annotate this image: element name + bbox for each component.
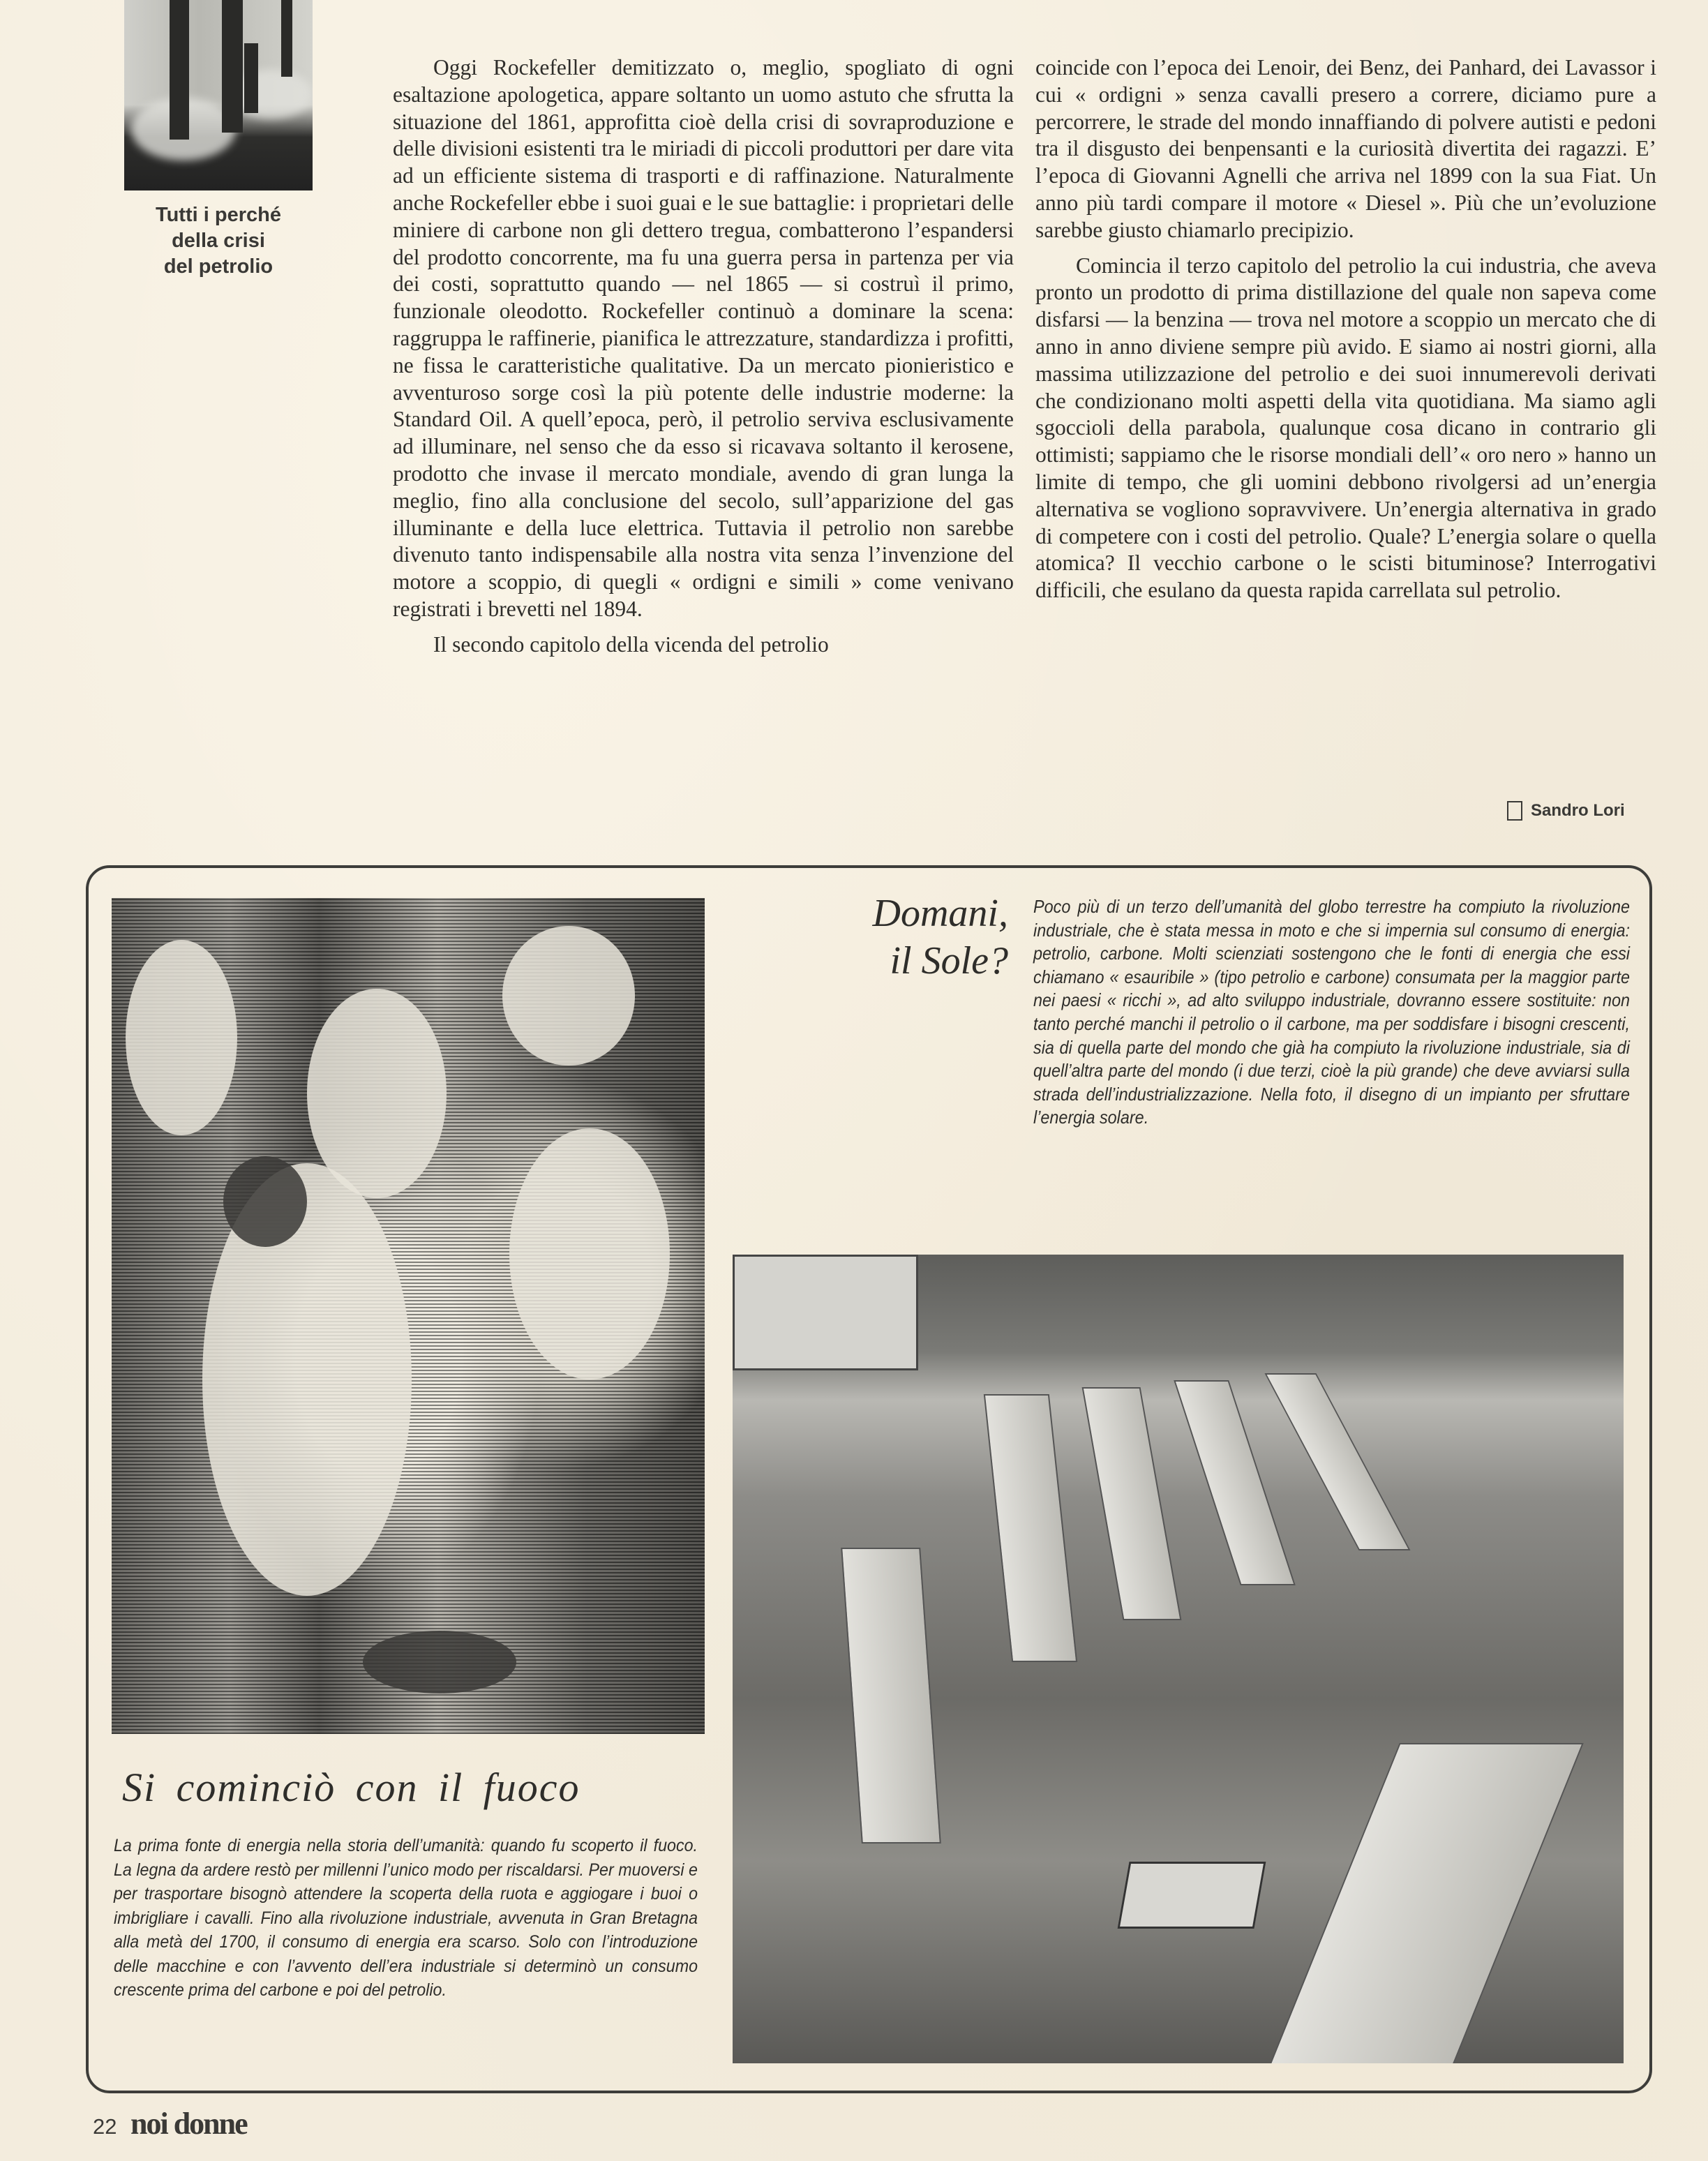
engraving-figure: [509, 1128, 670, 1379]
article-column-1: [393, 54, 1014, 659]
caveman-fire-engraving: [112, 898, 705, 1734]
solar-collector: [841, 1548, 941, 1844]
solar-collector: [1174, 1380, 1296, 1585]
article-paragraph: coincide con l’epoca dei Lenoir, dei Benz, dei Panhard, dei Lavassor i cui « ordigni » senza cavalli presero a correre, diciamo pure a percorrere, le strade del mondo innaffiando di polvere autisti e pedoni tra il disgusto dei benpensanti e la curiosità divertita dei ragazzi. E’ l’epoca di Giovanni Agnelli che arriva nel 1899 con la sua Fiat. Un anno più tardi compare il motore « Diesel ». Più che un’evoluzione sarebbe giusto chiamarlo precipizio.: [1035, 55, 1656, 242]
solar-collector: [1264, 1373, 1410, 1550]
sun-caption: Poco più di un terzo dell’umanità del globo terrestre ha compiuto la rivoluzione industriale, che è stata messa in moto e che si impernia sul consumo di energia: petrolio, carbone. Molti scienziati sostengono che le fonti di energia che essi chiamano « esauribile » (tipo petrolio e carbone) consumata per la maggior parte nei paesi « ricchi », ad alto sviluppo industriale, dovranno essere sostituite: non tanto perché manchi il petrolio o il carbone, ma per soddisfare i bisogni crescenti, sia di quella parte del mondo che già ha compiuto la rivoluzione industriale, sia di quell’altra parte del mondo (i due terzi, cioè la più grande) che deve avviarsi sulla strada dell’industrializzazione. Nella foto, il disegno di un impianto per sfruttare l’energia solare.: [1033, 896, 1630, 1128]
engraving-figure: [126, 940, 237, 1135]
engraving-hair: [223, 1156, 307, 1247]
article-paragraph: Comincia il terzo capitolo del petrolio la cui industria, che aveva pronto un prodotto di prima distillazione del quale non sapeva come disfarsi — la benzina — trova nel motore a scoppio un mercato che di anno in anno diviene sempre più avido. E siamo ai nostri giorni, alla massima utilizzazione del petrolio e dei suoi innumerevoli derivati che condizionano molti aspetti della vita quotidiana. Ma siamo agli sgoccioli della parabola, qualunque cosa dicano in contrario gli ottimisti; sappiamo che le risorse mondiali dell’« oro nero » hanno un limite di tempo, che gli uomini debbono rivolgersi ad un’energia alternativa se vogliono sopravvivere. Un’energia alternativa in grado di competere con i costi del petrolio. Quale? L’energia solare o quella atomica? Il vecchio carbone o le scisti bituminose? Interrogativi difficili, che esulano da questa rapida carrellata sul petrolio.: [1035, 253, 1656, 603]
pickup-truck: [1118, 1862, 1266, 1929]
engraving-firewood: [363, 1631, 516, 1693]
article-paragraph: Oggi Rockefeller demitizzato o, meglio, spogliato di ogni esaltazione apologetica, appare soltanto un uomo astuto che sfrutta la situazione del 1861, approfitta cioè della crisi di sovraproduzione e delle divisioni esistenti tra le miriadi di piccoli produttori per dare vita ad un efficiente sistema di trasporti e di raffinazione. Naturalmente anche Rockefeller ebbe i suoi guai e le sue battaglie: i proprietari delle miniere di carbone non gli dettero tregua, combatterono l’espandersi del prodotto concorrente, ma fu una guerra persa in partenza per via dei costi, soprattutto quando — nel 1865 — si costruì il primo, funzionale oleodotto. Rockefeller continuò a dominare la scena: raggruppa le raffinerie, pianifica le attrezzature, standardizza i profitti, ne fissa le caratteristiche qualitative. Da un mercato pionieristico e avventuroso sorge così la più potente delle industrie moderne: la Standard Oil. A quell’epoca, però, il petrolio serviva esclusivamente ad illuminare, nel senso che da esso si ricavava soltanto il kerosene, prodotto che invase il mercato mondiale, avendo di gran lunga la meglio, fino alla conclusione del secolo, sull’apparizione del gas illuminante e della luce elettrica. Tuttavia il petrolio non sarebbe divenuto tanto indispensabile alla nostra vita senza l’invenzione del motore a scoppio, di quegli « ordigni e simili » come venivano registrati i brevetti nel 1894.: [393, 55, 1014, 621]
engraving-figure: [502, 926, 635, 1065]
solar-collector-foreground: [1266, 1743, 1584, 2063]
end-square-icon: [1507, 801, 1522, 821]
sun-heading: Domani, il Sole?: [872, 892, 1008, 982]
fire-heading: Si cominciò con il fuoco: [122, 1765, 580, 1810]
solar-plant-drawing: [733, 1255, 1624, 2063]
refinery-chimney: [281, 0, 292, 77]
sidebar-title: Tutti i perché della crisi del petrolio: [156, 204, 281, 278]
engraving-figure: [307, 989, 447, 1198]
author-name: Sandro Lori: [1531, 801, 1625, 820]
plant-shed: [733, 1255, 918, 1370]
fire-caption: La prima fonte di energia nella storia dell’umanità: quando fu scoperto il fuoco. La legna da ardere restò per millenni l’unico modo per riscaldarsi. Per muoversi e per trasportare bisognò attendere la scoperta della ruota e aggiogare i buoi o imbrigliare i cavalli. Fino alla rivoluzione industriale, avvenuta in Gran Bretagna alla metà del 1700, il consumo di energia era scarso. Solo con l’introduzione delle macchine e con l’avvento dell’era industriale si determinò un consumo crescente prima del carbone e poi del petrolio.: [114, 1836, 698, 2000]
article-column-2: [1035, 54, 1656, 604]
magazine-masthead: noi donne: [130, 2107, 247, 2141]
refinery-tower: [222, 0, 243, 133]
page-number: 22: [93, 2114, 117, 2139]
solar-collector: [1082, 1387, 1182, 1620]
refinery-photo: [124, 0, 313, 190]
refinery-tower: [244, 43, 258, 113]
solar-collector: [984, 1394, 1077, 1662]
article-paragraph: Il secondo capitolo della vicenda del petrolio: [433, 631, 829, 657]
refinery-tower: [170, 0, 189, 140]
byline: [1507, 801, 1625, 821]
